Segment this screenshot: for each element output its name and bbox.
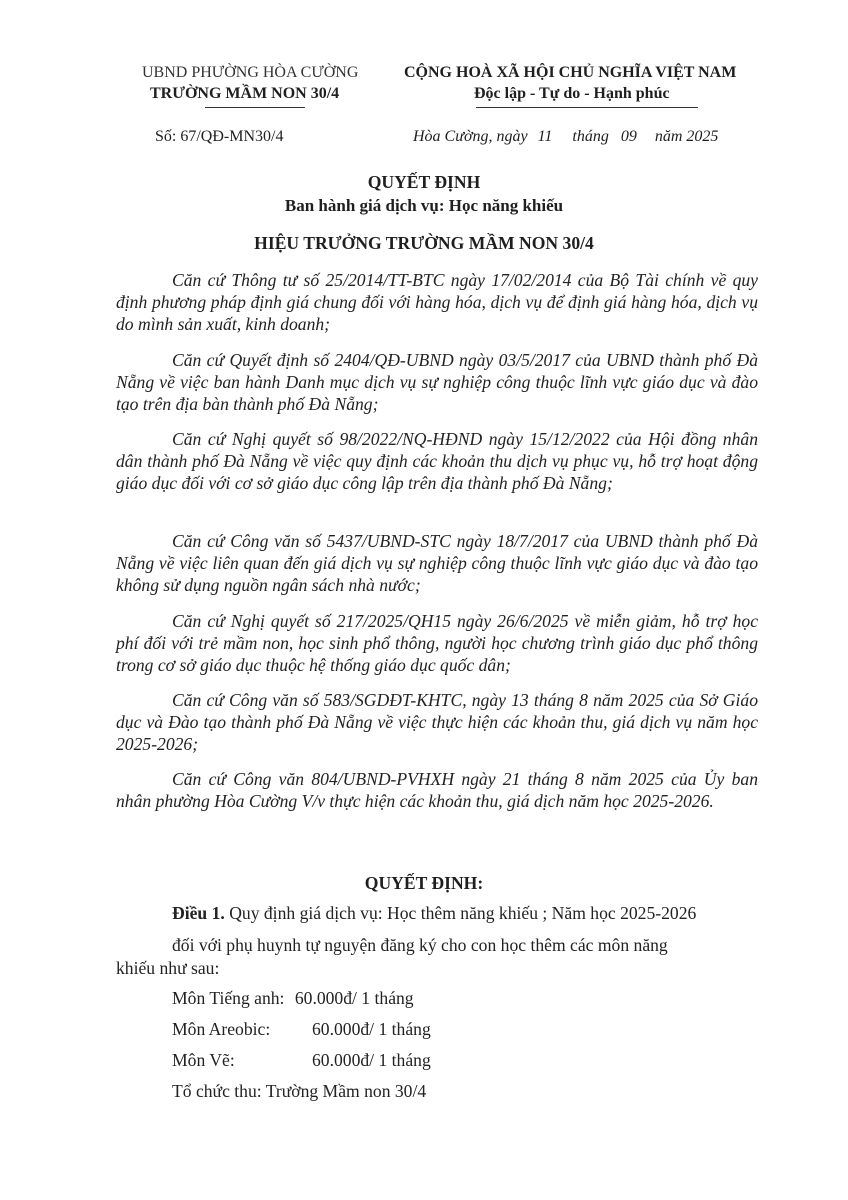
document-date [413, 128, 718, 146]
document-number: Số: 67/QĐ-MN30/4 [155, 128, 284, 145]
decision-heading: QUYẾT ĐỊNH: [364, 873, 484, 893]
date-month: 09 [620, 128, 637, 145]
article-1-continuation: khiếu như sau: [116, 958, 220, 978]
basis-paragraph: Căn cứ Công văn số 583/SGDĐT-KHTC, ngày 13 tháng 8 năm 2025 của Sở Giáo dục và Đào tạo thành phố Đà Nẵng về việc thực hiện các khoản thu, giá dịch vụ năm học 2025-2026; [116, 690, 758, 754]
agency-name: UBND PHƯỜNG HÒA CƯỜNG [142, 64, 359, 81]
fee-collector: Tổ chức thu: Trường Mầm non 30/4 [172, 1081, 427, 1101]
date-place: Hòa Cường, ngày [413, 128, 528, 145]
school-name: TRƯỜNG MẦM NON 30/4 [150, 85, 340, 102]
basis-paragraph: Căn cứ Nghị quyết số 217/2025/QH15 ngày 26/6/2025 về miễn giảm, hỗ trợ học phí đối với trẻ mầm non, học sinh phổ thông, người học chương trình giáo dục phổ thông trong cơ sở giáo dục thuộc hệ thống giáo dục quốc dân; [116, 611, 758, 675]
article-1 [172, 903, 696, 924]
authority-title: HIỆU TRƯỞNG TRƯỜNG MẦM NON 30/4 [254, 233, 594, 253]
article-1-label: Điều 1. [172, 903, 225, 923]
basis-paragraph: Căn cứ Nghị quyết số 98/2022/NQ-HĐND ngày 15/12/2022 của Hội đồng nhân dân thành phố Đà Nẵng về việc quy định các khoản thu dịch vụ phục vụ, hỗ trợ hoạt động giáo dục đối với cơ sở giáo dục công lập trên địa thành phố Đà Nẵng; [116, 429, 758, 493]
fee-subject: Môn Vẽ: [172, 1050, 235, 1070]
fee-subject: Môn Tiếng anh: [172, 988, 285, 1008]
fee-subject: Môn Areobic: [172, 1019, 271, 1039]
country-slogan: Độc lập - Tự do - Hạnh phúc [474, 85, 670, 102]
decision-title: QUYẾT ĐỊNH [367, 172, 481, 192]
date-year: năm 2025 [654, 128, 719, 145]
slogan-underline [476, 107, 698, 108]
decision-subtitle: Ban hành giá dịch vụ: Học năng khiếu [284, 196, 564, 215]
fee-row [172, 1050, 431, 1071]
country-motto: CỘNG HOÀ XÃ HỘI CHỦ NGHĨA VIỆT NAM [404, 64, 737, 81]
date-day: 11 [537, 128, 553, 145]
school-name-underline [205, 107, 305, 108]
fee-price: 60.000đ/ 1 tháng [312, 1050, 431, 1070]
basis-paragraph: Căn cứ Thông tư số 25/2014/TT-BTC ngày 17/02/2014 của Bộ Tài chính về quy định phương pháp định giá chung đối với hàng hóa, dịch vụ để định giá hàng hóa, dịch vụ do mình sản xuất, kinh doanh; [116, 270, 758, 334]
article-1-continuation: đối với phụ huynh tự nguyện đăng ký cho con học thêm các môn năng [172, 935, 668, 955]
basis-paragraph: Căn cứ Công văn 804/UBND-PVHXH ngày 21 tháng 8 năm 2025 của Ủy ban nhân phường Hòa Cường V/v thực hiện các khoản thu, giá dịch năm học 2025-2026. [116, 769, 758, 811]
article-1-text: Quy định giá dịch vụ: Học thêm năng khiếu ; Năm học 2025-2026 [229, 903, 697, 923]
date-month-label: tháng [572, 128, 609, 145]
fee-price: 60.000đ/ 1 tháng [294, 988, 414, 1008]
basis-paragraph: Căn cứ Quyết định số 2404/QĐ-UBND ngày 03/5/2017 của UBND thành phố Đà Nẵng về việc ban hành Danh mục dịch vụ sự nghiệp công thuộc lĩnh vực giáo dục và đào tạo trên địa bàn thành phố Đà Nẵng; [116, 350, 758, 414]
fee-row [172, 1019, 431, 1040]
fee-row [172, 988, 414, 1009]
fee-price: 60.000đ/ 1 tháng [312, 1019, 431, 1039]
basis-paragraph: Căn cứ Công văn số 5437/UBND-STC ngày 18/7/2017 của UBND thành phố Đà Nẵng về việc liên quan đến giá dịch vụ sự nghiệp công thuộc lĩnh vực giáo dục và đào tạo không sử dụng nguồn ngân sách nhà nước; [116, 531, 758, 595]
